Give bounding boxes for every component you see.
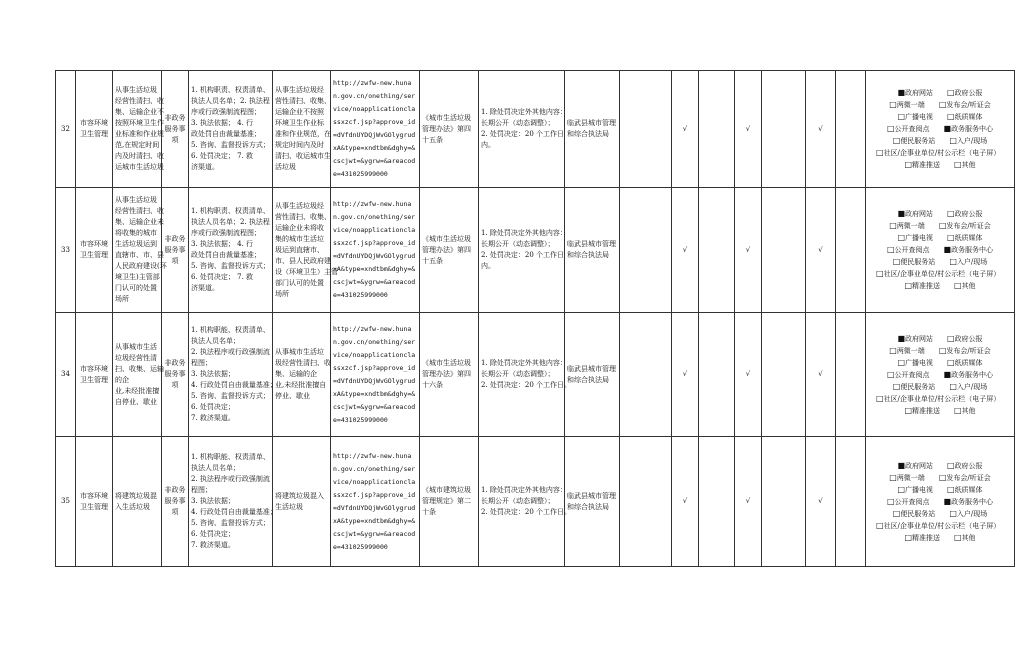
- channel-service-center: ■政务服务中心: [943, 496, 994, 506]
- channel-gov-site: ■政府网站: [897, 460, 933, 470]
- basis-line: 5. 咨询、监督投诉方式；: [191, 519, 270, 527]
- channel-other: □其他: [954, 532, 976, 542]
- row-item-type: 非政务服务事项: [162, 188, 189, 313]
- channel-other: □其他: [954, 405, 976, 415]
- row-mark-3: √: [806, 71, 836, 188]
- period-line: 2. 处罚决定：20 个工作日: [481, 130, 565, 138]
- row-index: 35: [56, 437, 76, 567]
- channel-two-micro: □两微一端: [889, 472, 925, 482]
- row-disclosure-channels: [866, 71, 1015, 188]
- basis-line: 济渠道。: [191, 163, 219, 171]
- basis-line: 2. 执法程序或行政强制流: [191, 475, 270, 483]
- subject-line: 停业、歇业: [275, 392, 310, 400]
- row-disclosure-channels: [866, 188, 1015, 313]
- disclosure-table: [55, 70, 1015, 567]
- subject-line: 从事城市生活垃: [275, 348, 324, 356]
- row-category: 市容环境卫生管理: [76, 437, 113, 567]
- channel-lookup: □公开查阅点: [886, 369, 930, 379]
- row-subject: [273, 437, 331, 567]
- row-legal-basis: 《城市建筑垃圾管理规定》第二十条: [420, 437, 479, 567]
- row-blank-c: [762, 188, 806, 313]
- name-line: 门认可的处置: [115, 284, 157, 292]
- channel-press: □发布会/听证会: [938, 345, 991, 355]
- table-row: [56, 437, 1015, 567]
- row-legal-basis: 《城市生活垃圾管理办法》第四十六条: [420, 313, 479, 437]
- basis-line: 执法人员名单；: [191, 337, 240, 345]
- channel-other: □其他: [954, 281, 976, 290]
- basis-line: 4. 行政处罚自由裁量基准；: [191, 508, 277, 516]
- basis-line: 1. 机构职责、权责清单、: [191, 207, 270, 215]
- subject-line: 部门认可的处置: [275, 278, 324, 287]
- channel-door: □入户/现场: [949, 257, 988, 266]
- row-blank-a: [620, 313, 672, 437]
- channel-gazette: □政府公报: [947, 460, 983, 470]
- subject-line: 设（环境卫生）主管: [275, 267, 338, 276]
- channel-paper: □纸质媒体: [947, 233, 983, 242]
- row-org: 临武县城市管理和综合执法局: [565, 437, 620, 567]
- channel-lookup: □公开查阅点: [886, 245, 930, 254]
- subject-line: 场所: [275, 289, 289, 298]
- channel-tv: □广播电视: [897, 233, 933, 242]
- row-item-name: [113, 188, 167, 313]
- row-item-name: [113, 71, 162, 188]
- row-index: 32: [56, 71, 76, 188]
- row-disclosure-period: [479, 71, 565, 188]
- channel-service-center: ■政务服务中心: [943, 369, 994, 379]
- subject-line: 营性清扫、收集、: [275, 212, 331, 221]
- basis-line: 7. 救济渠道。: [191, 541, 235, 549]
- row-disclosure-period: [479, 188, 565, 313]
- row-org: 临武县城市管理和综合执法局: [565, 188, 620, 313]
- channel-tv: □广播电视: [897, 484, 933, 494]
- row-mark-2: √: [735, 71, 762, 188]
- name-line: 生活垃圾运到: [115, 240, 157, 248]
- name-line: 经营性清扫、收: [115, 97, 164, 105]
- row-blank-b: [699, 188, 735, 313]
- row-disclosure-channels: [866, 313, 1015, 437]
- channel-gov-site: ■政府网站: [897, 88, 933, 97]
- row-disclosure-content: [189, 313, 277, 437]
- channel-community: □社区/企事业单位/村公示栏（电子屏）: [876, 520, 1001, 530]
- subject-line: 活垃圾: [275, 163, 296, 171]
- row-subject: [273, 71, 331, 188]
- channel-precise: □精准推送: [904, 405, 940, 415]
- period-line: 2. 处罚决定：20 个工作日: [481, 251, 565, 259]
- row-url[interactable]: http://zwfw-new.hunan.gov.cn/onething/service/noapplicationclassxzcf.jsp?approve_id=dVfdnUYDQjWvGOlygrudxA&type=xndtbm&dghy=&cscjwt=&ygrw=&areacode=431025999000: [331, 313, 420, 437]
- subject-line: 营性清扫、收集、: [275, 97, 331, 105]
- name-line: 入生活垃圾: [115, 502, 150, 511]
- row-org: 临武县城市管理和综合执法局: [565, 313, 620, 437]
- channel-community: □社区/企事业单位/村公示栏（电子屏）: [876, 148, 1001, 157]
- period-line: 1. 除处罚决定外其他内容：: [481, 229, 567, 237]
- basis-line: 6. 处罚决定；: [191, 530, 235, 538]
- channel-other: □其他: [954, 160, 976, 169]
- row-category: 市容环境卫生管理: [76, 188, 113, 313]
- row-mark-1: √: [672, 437, 699, 567]
- row-category: 市容环境卫生管理: [76, 71, 113, 188]
- period-line: 长期公开（动态调整）；: [481, 119, 555, 127]
- channel-two-micro: □两微一端: [889, 100, 925, 109]
- channel-community: □社区/企事业单位/村公示栏（电子屏）: [876, 269, 1001, 278]
- row-mark-1: √: [672, 188, 699, 313]
- basis-line: 政处罚自由裁量基准；: [191, 130, 261, 138]
- channel-press: □发布会/听证会: [938, 221, 991, 230]
- basis-line: 执法人员名单；2. 执法程: [191, 218, 270, 226]
- name-line: 业,未经批准擅: [115, 386, 160, 395]
- channel-paper: □纸质媒体: [947, 484, 983, 494]
- channel-precise: □精准推送: [904, 532, 940, 542]
- row-blank-c: [762, 437, 806, 567]
- row-blank-d: [836, 188, 866, 313]
- period-line: 2. 处罚决定：20 个工作日。: [481, 508, 572, 516]
- basis-line: 4. 行政处罚自由裁量基准；: [191, 381, 277, 389]
- subject-line: 运输企业未将收: [275, 223, 324, 232]
- name-line: 垃圾经营性清: [115, 353, 157, 362]
- row-mark-2: √: [735, 437, 762, 567]
- basis-line: 3. 执法依据； 4. 行: [191, 240, 254, 248]
- subject-line: 从事生活垃圾经: [275, 86, 324, 94]
- basis-line: 7. 救济渠道。: [191, 414, 235, 422]
- basis-line: 序或行政强制流程图；: [191, 108, 261, 116]
- row-item-name: [113, 437, 162, 567]
- subject-line: 环境卫生作业标: [275, 119, 324, 127]
- basis-line: 执法人员名单；2. 执法程: [191, 97, 270, 105]
- subject-line: 圾经营性清扫、收: [275, 359, 331, 367]
- name-line: 运城市生活垃圾: [115, 163, 164, 171]
- row-disclosure-content: [189, 437, 277, 567]
- table-row: [56, 71, 1015, 188]
- name-line: 从事生活垃圾: [115, 86, 157, 94]
- basis-line: 1. 机构职责、权责清单、: [191, 86, 270, 94]
- name-line: 境卫生)主管部: [115, 273, 160, 281]
- channel-community: □社区/企事业单位/村公示栏（电子屏）: [876, 393, 1001, 403]
- row-url[interactable]: http://zwfw-new.hunan.gov.cn/onething/service/noapplicationclassxzcf.jsp?approve_id=dVfdnUYDQjWvGOlygrudxA&type=xndtbm&dghy=&cscjwt=&ygrw=&areacode=431025999000: [331, 71, 420, 188]
- row-disclosure-period: [479, 313, 572, 437]
- row-mark-2: √: [735, 313, 762, 437]
- basis-line: 3. 执法依据； 4. 行: [191, 119, 254, 127]
- channel-precise: □精准推送: [904, 160, 940, 169]
- basis-line: 6. 处罚决定； 7. 救: [191, 273, 254, 281]
- row-item-name: [113, 313, 162, 437]
- name-line: 经营性清扫、收: [115, 207, 164, 215]
- row-item-type: 非政务服务事项: [162, 71, 189, 188]
- channel-press: □发布会/听证会: [938, 472, 991, 482]
- row-blank-b: [699, 71, 735, 188]
- row-blank-d: [836, 71, 866, 188]
- channel-service-station: □便民服务站: [892, 508, 936, 518]
- name-line: 集、运输企业未: [115, 218, 164, 226]
- row-item-type: 非政务服务事项: [162, 437, 189, 567]
- basis-line: 政处罚自由裁量基准；: [191, 251, 261, 259]
- name-line: 集、运输企业不: [115, 108, 164, 116]
- subject-line: 运输企业不按照: [275, 108, 324, 116]
- period-line: 1. 除处罚决定外其他内容：: [481, 359, 567, 367]
- basis-line: 5. 咨询、监督投诉方式；: [191, 262, 270, 270]
- row-legal-basis: 《城市生活垃圾管理办法》第四十五条: [420, 188, 479, 313]
- name-line: 自停业、歇业: [115, 397, 157, 406]
- subject-line: 将建筑垃圾混入: [275, 491, 324, 500]
- row-disclosure-channels: [866, 437, 1015, 567]
- channel-door: □入户/现场: [949, 381, 988, 391]
- name-line: 扫、收集、运输: [115, 364, 164, 373]
- basis-line: 5. 咨询、监督投诉方式；: [191, 141, 270, 149]
- channel-press: □发布会/听证会: [938, 100, 991, 109]
- row-mark-3: √: [806, 313, 836, 437]
- channel-gazette: □政府公报: [947, 333, 983, 343]
- channel-paper: □纸质媒体: [947, 112, 983, 121]
- name-line: 业标准和作业规: [115, 130, 164, 138]
- name-line: 内及时清扫、收: [115, 152, 164, 160]
- row-index: 33: [56, 188, 76, 313]
- subject-line: 集、运输的企: [275, 370, 317, 378]
- name-line: 人民政府建设(环: [115, 262, 167, 270]
- subject-line: 业,未经批准擅自: [275, 381, 327, 389]
- period-line: 2. 处罚决定：20 个工作日。: [481, 381, 572, 389]
- subject-line: 准和作业规范，在: [275, 130, 331, 138]
- row-mark-3: √: [806, 188, 836, 313]
- channel-lookup: □公开查阅点: [886, 124, 930, 133]
- name-line: 场所: [115, 295, 129, 303]
- row-blank-d: [836, 437, 866, 567]
- basis-line: 执法人员名单；: [191, 464, 240, 472]
- basis-line: 济渠道。: [191, 284, 219, 292]
- subject-line: 集的城市生活垃: [275, 234, 324, 243]
- row-blank-a: [620, 188, 672, 313]
- name-line: 将收集的城市: [115, 229, 157, 237]
- channel-service-station: □便民服务站: [892, 257, 936, 266]
- basis-line: 5. 咨询、监督投诉方式；: [191, 392, 270, 400]
- channel-two-micro: □两微一端: [889, 345, 925, 355]
- row-index: 34: [56, 313, 76, 437]
- row-mark-1: √: [672, 71, 699, 188]
- channel-paper: □纸质媒体: [947, 357, 983, 367]
- subject-line: 市、县人民政府建: [275, 256, 331, 265]
- row-url[interactable]: http://zwfw-new.hunan.gov.cn/onething/service/noapplicationclassxzcf.jsp?approve_id=dVfdnUYDQjWvGOlygrudxA&type=xndtbm&dghy=&cscjwt=&ygrw=&areacode=431025999000: [331, 188, 420, 313]
- period-line: 长期公开（动态调整）；: [481, 497, 555, 505]
- channel-gazette: □政府公报: [947, 209, 983, 218]
- period-line: 1. 除处罚决定外其他内容：: [481, 108, 567, 116]
- channel-tv: □广播电视: [897, 112, 933, 121]
- period-line: 内。: [481, 141, 495, 149]
- channel-door: □入户/现场: [949, 508, 988, 518]
- name-line: 从事城市生活: [115, 342, 157, 351]
- row-blank-d: [836, 313, 866, 437]
- basis-line: 6. 处罚决定；: [191, 403, 235, 411]
- row-blank-b: [699, 313, 735, 437]
- row-mark-3: √: [806, 437, 836, 567]
- row-legal-basis: 《城市生活垃圾管理办法》第四十五条: [420, 71, 479, 188]
- channel-service-station: □便民服务站: [892, 136, 936, 145]
- basis-line: 3. 执法依据；: [191, 497, 235, 505]
- row-category: 市容环境卫生管理: [76, 313, 113, 437]
- period-line: 内。: [481, 262, 495, 270]
- name-line: 从事生活垃圾: [115, 196, 157, 204]
- row-blank-c: [762, 71, 806, 188]
- basis-line: 序或行政强制流程图；: [191, 229, 261, 237]
- name-line: 范,在规定时间: [115, 141, 160, 149]
- row-item-type: 非政务服务事项: [162, 313, 189, 437]
- channel-door: □入户/现场: [949, 136, 988, 145]
- row-mark-1: √: [672, 313, 699, 437]
- channel-service-station: □便民服务站: [892, 381, 936, 391]
- channel-gazette: □政府公报: [947, 88, 983, 97]
- name-line: 直辖市、市、县: [115, 251, 164, 259]
- period-line: 长期公开（动态调整）；: [481, 370, 555, 378]
- basis-line: 1. 机构职能、权责清单、: [191, 326, 270, 334]
- subject-line: 从事生活垃圾经: [275, 201, 324, 210]
- name-line: 的企: [115, 375, 129, 384]
- channel-two-micro: □两微一端: [889, 221, 925, 230]
- row-mark-2: √: [735, 188, 762, 313]
- channel-gov-site: ■政府网站: [897, 333, 933, 343]
- basis-line: 1. 机构职能、权责清单、: [191, 453, 270, 461]
- subject-line: 圾运到直辖市、: [275, 245, 324, 254]
- row-org: 临武县城市管理和综合执法局: [565, 71, 620, 188]
- row-disclosure-content: [189, 188, 273, 313]
- basis-line: 6. 处罚决定； 7. 救: [191, 152, 254, 160]
- channel-tv: □广播电视: [897, 357, 933, 367]
- channel-gov-site: ■政府网站: [897, 209, 933, 218]
- row-subject: [273, 188, 338, 313]
- channel-lookup: □公开查阅点: [886, 496, 930, 506]
- name-line: 将建筑垃圾混: [115, 491, 157, 500]
- row-blank-a: [620, 437, 672, 567]
- row-blank-a: [620, 71, 672, 188]
- basis-line: 程图；: [191, 486, 212, 494]
- basis-line: 程图；: [191, 359, 212, 367]
- channel-service-center: ■政务服务中心: [943, 124, 994, 133]
- table-row: [56, 313, 1015, 437]
- channel-service-center: ■政务服务中心: [943, 245, 994, 254]
- table-row: [56, 188, 1015, 313]
- row-blank-c: [762, 313, 806, 437]
- row-url[interactable]: http://zwfw-new.hunan.gov.cn/onething/service/noapplicationclassxzcf.jsp?approve_id=dVfdnUYDQjWvGOlygrudxA&type=xndtbm&dghy=&cscjwt=&ygrw=&areacode=431025999000: [331, 437, 420, 567]
- row-subject: [273, 313, 331, 437]
- name-line: 按照环境卫生作: [115, 119, 164, 127]
- row-disclosure-period: [479, 437, 572, 567]
- row-disclosure-content: [189, 71, 273, 188]
- basis-line: 3. 执法依据；: [191, 370, 235, 378]
- period-line: 长期公开（动态调整）；: [481, 240, 555, 248]
- subject-line: 规定时间内及时: [275, 141, 324, 149]
- basis-line: 2. 执法程序或行政强制流: [191, 348, 270, 356]
- subject-line: 生活垃圾: [275, 502, 303, 511]
- table-body: [56, 71, 1015, 567]
- subject-line: 清扫、收运城市生: [275, 152, 331, 160]
- row-blank-b: [699, 437, 735, 567]
- channel-precise: □精准推送: [904, 281, 940, 290]
- period-line: 1. 除处罚决定外其他内容：: [481, 486, 567, 494]
